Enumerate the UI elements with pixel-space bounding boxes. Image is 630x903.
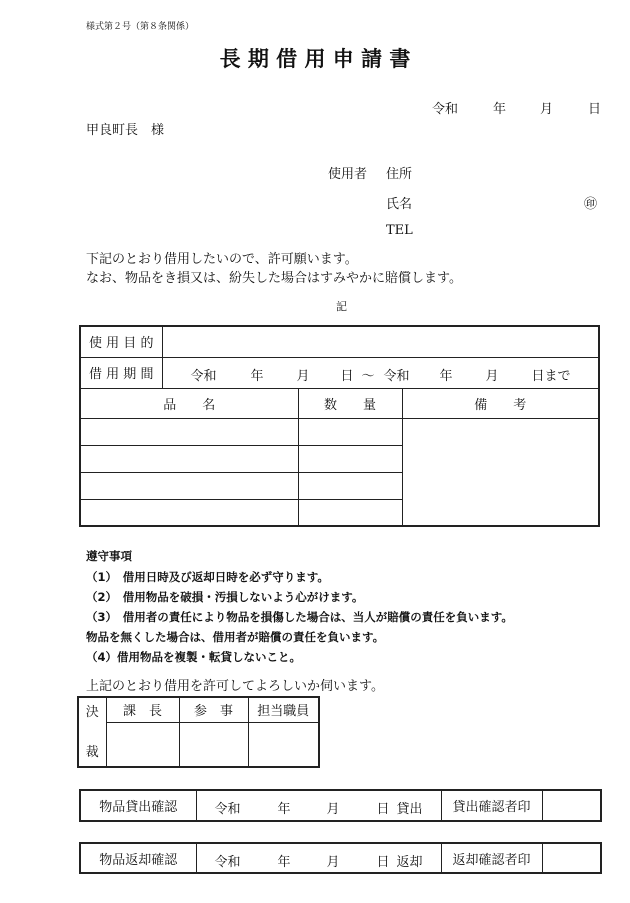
remarks-header: 備 考 <box>402 388 599 418</box>
rules-heading: 遵守事項 <box>86 549 132 563</box>
lend-seal-cell[interactable] <box>542 790 601 821</box>
rule-line: （3） 借用者の責任により物品を損傷した場合は、当人が賠償の責任を負います。 <box>86 610 513 624</box>
name-label: 氏名 <box>386 197 413 212</box>
approval-side-top: 決 <box>78 697 106 722</box>
approval-col-chief: 課 長 <box>106 697 179 722</box>
approval-seal-counselor[interactable] <box>179 722 248 767</box>
application-table <box>79 325 600 527</box>
return-confirmer-label: 返却確認者印 <box>441 843 542 873</box>
qty-cell[interactable] <box>298 499 402 526</box>
qty-cell[interactable] <box>298 472 402 499</box>
request-text-2: なお、物品をき損又は、紛失した場合はすみやかに賠償します。 <box>86 271 462 286</box>
rule-line: （4）借用物品を複製・転貸しないこと。 <box>86 650 301 664</box>
return-seal-cell[interactable] <box>542 843 601 873</box>
return-confirm-row <box>79 842 602 874</box>
approval-seal-chief[interactable] <box>106 722 179 767</box>
approval-col-staff: 担当職員 <box>248 697 319 722</box>
item-cell[interactable] <box>80 499 298 526</box>
approval-seal-staff[interactable] <box>248 722 319 767</box>
note-mark: 記 <box>336 300 347 313</box>
tel-label: TEL <box>386 223 413 238</box>
approval-table <box>77 696 320 768</box>
qty-cell[interactable] <box>298 445 402 472</box>
purpose-label: 使 用 目 的 <box>80 326 162 357</box>
item-header: 品 名 <box>80 388 298 418</box>
remarks-cell[interactable] <box>402 418 599 526</box>
page-title: 長 期 借 用 申 請 書 <box>219 46 411 71</box>
approval-side-bottom: 裁 <box>78 722 106 767</box>
lend-label: 物品貸出確認 <box>80 790 196 821</box>
item-cell[interactable] <box>80 445 298 472</box>
applicant-label: 使用者 <box>328 167 368 182</box>
return-date-field[interactable]: 令和 年 月 日 返却 <box>196 843 441 873</box>
address-label: 住所 <box>386 167 413 182</box>
addressee: 甲良町長 様 <box>86 123 165 138</box>
item-cell[interactable] <box>80 418 298 445</box>
period-field[interactable]: 令和 年 月 日 〜 令和 年 月 日まで <box>162 357 599 388</box>
request-text-1: 下記のとおり借用したいので、許可願います。 <box>86 252 358 267</box>
item-cell[interactable] <box>80 472 298 499</box>
lend-confirmer-label: 貸出確認者印 <box>441 790 542 821</box>
qty-cell[interactable] <box>298 418 402 445</box>
lend-date-field[interactable]: 令和 年 月 日 貸出 <box>196 790 441 821</box>
qty-header: 数 量 <box>298 388 402 418</box>
form-number: 様式第２号（第８条関係） <box>86 22 195 32</box>
approval-col-counselor: 参 事 <box>179 697 248 722</box>
period-label: 借 用 期 間 <box>80 357 162 388</box>
purpose-field[interactable] <box>162 326 599 357</box>
rule-line: （2） 借用物品を破損・汚損しないよう心がけます。 <box>86 590 364 604</box>
return-label: 物品返却確認 <box>80 843 196 873</box>
rule-line: 物品を無くした場合は、借用者が賠償の責任を負います。 <box>86 630 385 644</box>
approval-text: 上記のとおり借用を許可してよろしいか伺います。 <box>86 679 384 694</box>
rule-line: （1） 借用日時及び返却日時を必ず守ります。 <box>86 570 329 584</box>
lend-confirm-row <box>79 789 602 822</box>
seal-mark: ㊞ <box>584 197 598 212</box>
